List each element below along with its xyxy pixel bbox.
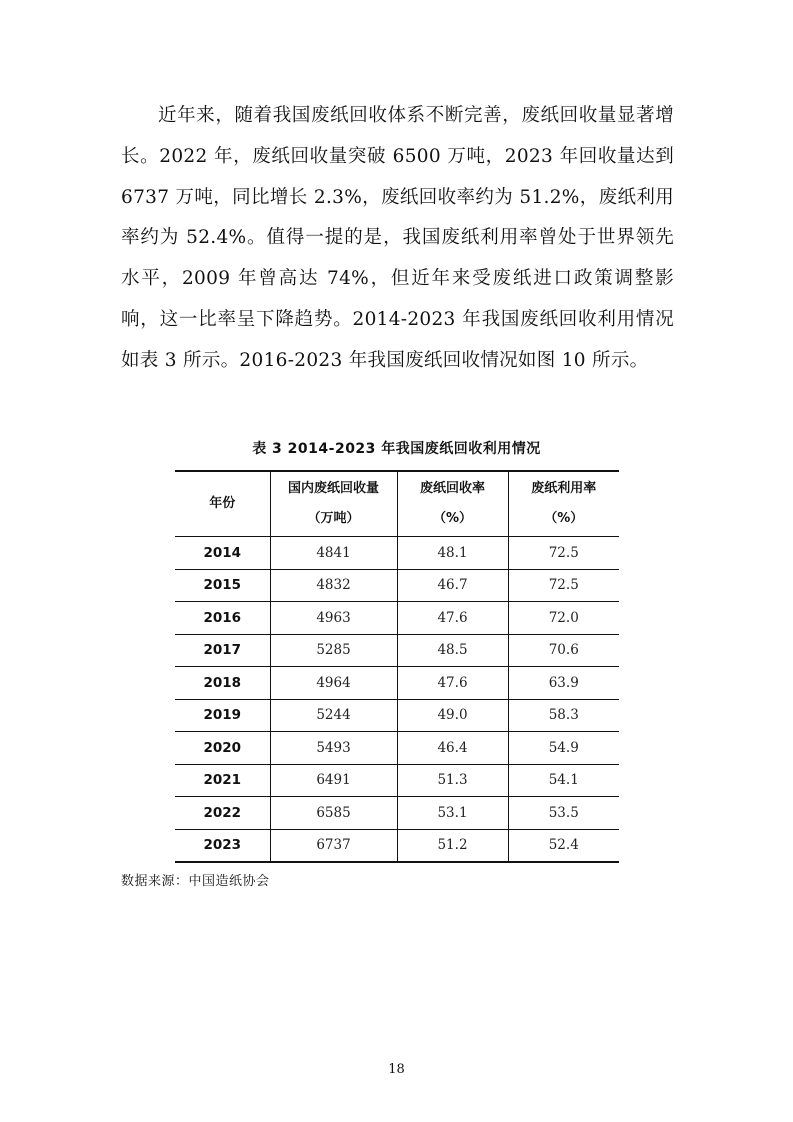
table-row: [175, 602, 619, 635]
recovery-cell: 46.4: [397, 732, 508, 765]
volume-cell: 4964: [270, 667, 397, 700]
volume-cell: 4841: [270, 537, 397, 570]
data-source-note: 数据来源：中国造纸协会: [121, 874, 270, 889]
year-cell: 2019: [175, 699, 270, 732]
utilization-cell: 54.9: [508, 732, 619, 765]
header-utilization-unit: （%）: [544, 511, 584, 526]
recovery-cell: 47.6: [397, 602, 508, 635]
year-cell: 2023: [175, 829, 270, 862]
header-year-label: 年份: [209, 496, 236, 511]
header-volume-label: 国内废纸回收量: [287, 481, 379, 496]
recovery-cell: 47.6: [397, 667, 508, 700]
recovery-cell: 51.3: [397, 764, 508, 797]
header-utilization-rate: [508, 471, 619, 537]
table-row: [175, 764, 619, 797]
table-row: [175, 732, 619, 765]
table-row: [175, 537, 619, 570]
year-cell: 2022: [175, 797, 270, 830]
utilization-cell: 72.0: [508, 602, 619, 635]
recovery-cell: 51.2: [397, 829, 508, 862]
table-row: [175, 699, 619, 732]
utilization-cell: 72.5: [508, 537, 619, 570]
table-row: [175, 797, 619, 830]
volume-cell: 4963: [270, 602, 397, 635]
utilization-cell: 52.4: [508, 829, 619, 862]
year-cell: 2021: [175, 764, 270, 797]
recycling-table: [175, 470, 619, 863]
volume-cell: 6737: [270, 829, 397, 862]
year-cell: 2014: [175, 537, 270, 570]
utilization-cell: 72.5: [508, 569, 619, 602]
volume-cell: 6585: [270, 797, 397, 830]
header-recovery-unit: （%）: [432, 511, 473, 526]
table-row: [175, 667, 619, 700]
table-row: [175, 569, 619, 602]
utilization-cell: 53.5: [508, 797, 619, 830]
body-paragraph: 近年来，随着我国废纸回收体系不断完善，废纸回收量显著增长。2022 年，废纸回收量突破 6500 万吨，2023 年回收量达到 6737 万吨，同比增长 2.3%，废纸回收率约为 51.2%，废纸利用率约为 52.4%。值得一提的是，我国废纸利用率曾处于世界领先水平，2009 年曾高达 74%，但近年来受废纸进口政策调整影响，这一比率呈下降趋势。2014-2023 年我国废纸回收利用情况如表 3 所示。2016-2023 年我国废纸回收情况如图 10 所示。: [121, 105, 674, 371]
header-recovery-label: 废纸回收率: [419, 481, 485, 496]
table-row: [175, 634, 619, 667]
header-year: [175, 471, 270, 537]
year-cell: 2020: [175, 732, 270, 765]
utilization-cell: 54.1: [508, 764, 619, 797]
volume-cell: 5285: [270, 634, 397, 667]
table-row: [175, 829, 619, 862]
year-cell: 2017: [175, 634, 270, 667]
utilization-cell: 58.3: [508, 699, 619, 732]
recovery-cell: 49.0: [397, 699, 508, 732]
year-cell: 2015: [175, 569, 270, 602]
year-cell: 2018: [175, 667, 270, 700]
recovery-cell: 48.5: [397, 634, 508, 667]
volume-cell: 5493: [270, 732, 397, 765]
year-cell: 2016: [175, 602, 270, 635]
recovery-cell: 46.7: [397, 569, 508, 602]
recovery-cell: 53.1: [397, 797, 508, 830]
table-caption: 表 3 2014-2023 年我国废纸回收利用情况: [252, 441, 541, 457]
header-volume: [270, 471, 397, 537]
utilization-cell: 70.6: [508, 634, 619, 667]
recovery-cell: 48.1: [397, 537, 508, 570]
volume-cell: 5244: [270, 699, 397, 732]
header-utilization-label: 废纸利用率: [531, 481, 597, 496]
volume-cell: 6491: [270, 764, 397, 797]
volume-cell: 4832: [270, 569, 397, 602]
page-number: 18: [388, 1062, 405, 1077]
table-header-row: [175, 471, 619, 537]
header-recovery-rate: [397, 471, 508, 537]
utilization-cell: 63.9: [508, 667, 619, 700]
header-volume-unit: （万吨）: [307, 511, 360, 526]
